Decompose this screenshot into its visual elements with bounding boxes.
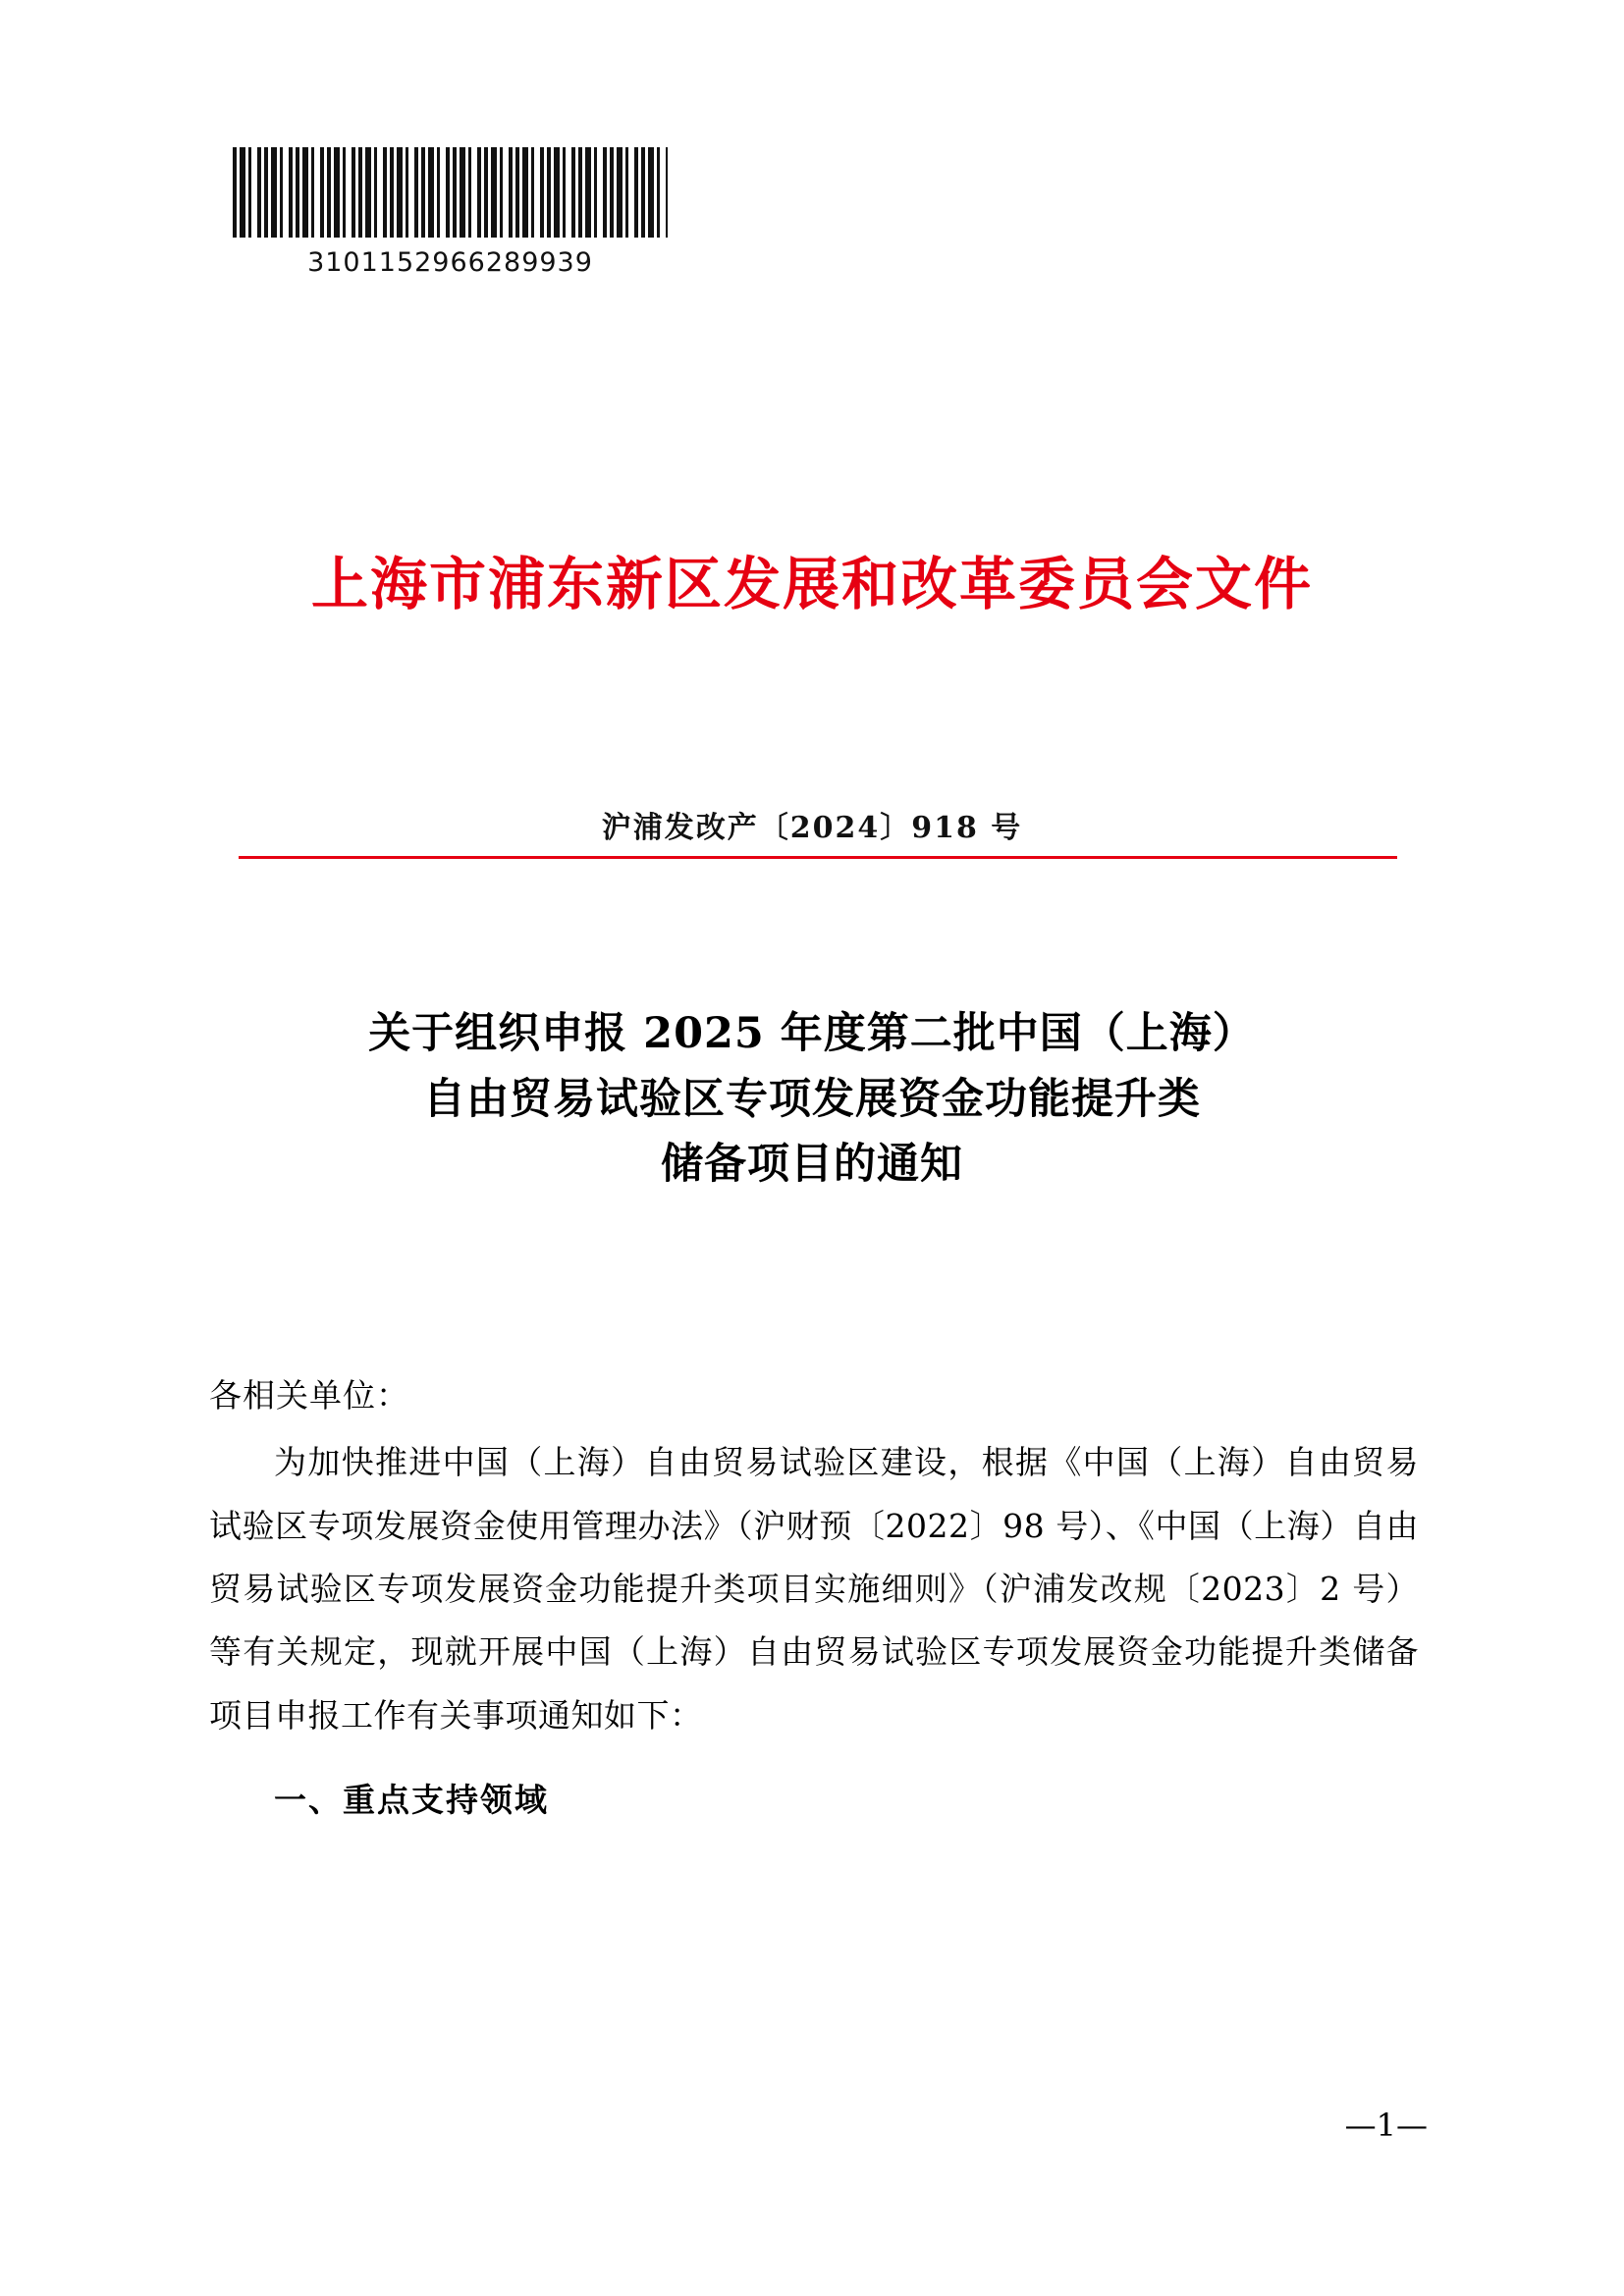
page-title [196, 1001, 1428, 1198]
barcode-block [233, 147, 684, 278]
document-number: 沪浦发改产〔2024〕918 号 [601, 811, 1023, 845]
barcode-number: 3101152966289939 [307, 247, 593, 278]
page-title-line-2: 自由贸易试验区专项发展资金功能提升类 [423, 1074, 1201, 1124]
masthead-title: 上海市浦东新区发展和改革委员会文件 [310, 551, 1313, 617]
salutation: 各相关单位： [209, 1376, 409, 1415]
body-paragraph-1: 为加快推进中国（上海）自由贸易试验区建设，根据《中国（上海）自由贸易试验区专项发展资金使用管理办法》（沪财预〔2022〕98 号）、《中国（上海）自由贸易试验区专项发展资金功能提升类项目实施细则》（沪浦发改规〔2023〕2 号）等有关规定，现就开展中国（上海）自由贸易试验区专项发展资金功能提升类储备项目申报工作有关事项通知如下： [209, 1443, 1419, 1735]
red-divider-rule [239, 856, 1397, 859]
page-title-line-3: 储备项目的通知 [661, 1140, 963, 1190]
document-body [209, 1364, 1419, 1832]
section-heading-1: 一、重点支持领域 [274, 1781, 549, 1820]
page-title-line-1: 关于组织申报 2025 年度第二批中国（上海） [368, 1009, 1256, 1058]
barcode-icon [233, 147, 668, 238]
page-number: —1— [1344, 2107, 1428, 2144]
